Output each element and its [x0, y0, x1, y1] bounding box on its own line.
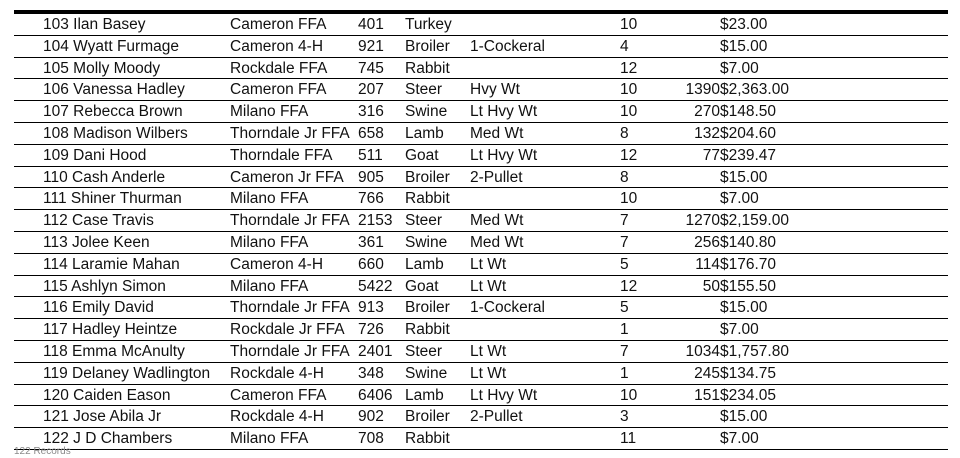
exhibitor-name: 120 Caiden Eason — [43, 386, 171, 404]
table-row — [14, 36, 948, 58]
table-row — [14, 167, 948, 189]
sale-price: $7.00 — [720, 190, 759, 208]
tag-number: 745 — [358, 59, 384, 77]
sale-price: $15.00 — [720, 299, 768, 317]
club-name: Milano FFA — [230, 277, 309, 295]
exhibitor-name: 109 Dani Hood — [43, 146, 147, 164]
weight-class: Lt Wt — [470, 364, 507, 382]
table-row — [14, 79, 948, 101]
club-name: Milano FFA — [230, 190, 309, 208]
placing: 8 — [620, 124, 629, 142]
placing: 8 — [620, 168, 629, 186]
sale-price: $7.00 — [720, 321, 759, 339]
placing: 5 — [620, 299, 629, 317]
species: Turkey — [405, 16, 452, 33]
table-row — [14, 123, 948, 145]
exhibitor-name: 119 Delaney Wadlington — [43, 364, 211, 382]
weight-value: 1390 — [685, 81, 720, 99]
placing: 10 — [620, 103, 638, 121]
table-row — [14, 145, 948, 167]
placing: 1 — [620, 364, 629, 382]
weight-class: Med Wt — [470, 212, 524, 230]
weight-class: 2-Pullet — [470, 408, 523, 426]
species: Lamb — [405, 255, 444, 273]
exhibitor-name: 110 Cash Anderle — [43, 168, 166, 186]
sale-price: $134.75 — [720, 364, 777, 382]
table-row — [14, 14, 948, 36]
club-name: Cameron FFA — [230, 16, 327, 33]
placing: 10 — [620, 386, 638, 404]
sale-price: $155.50 — [720, 277, 777, 295]
exhibitor-name: 122 J D Chambers — [43, 430, 173, 448]
exhibitor-name: 111 Shiner Thurman — [43, 190, 182, 208]
weight-value: 1034 — [685, 342, 720, 360]
table-row — [14, 341, 948, 363]
sale-price: $15.00 — [720, 37, 768, 55]
placing: 10 — [620, 16, 638, 33]
sale-price: $7.00 — [720, 430, 759, 448]
weight-class: Med Wt — [470, 124, 524, 142]
exhibitor-name: 113 Jolee Keen — [43, 233, 150, 251]
club-name: Rockdale 4-H — [230, 364, 324, 382]
table-row — [14, 276, 948, 298]
club-name: Thorndale Jr FFA — [230, 212, 350, 230]
tag-number: 6406 — [358, 386, 393, 404]
table-row — [14, 406, 948, 428]
table-row — [14, 58, 948, 80]
table-row — [14, 188, 948, 210]
species: Goat — [405, 277, 439, 295]
species: Broiler — [405, 408, 450, 426]
weight-class: Lt Hvy Wt — [470, 386, 538, 404]
species: Rabbit — [405, 430, 450, 448]
weight-value: 256 — [694, 233, 720, 251]
weight-class: 1-Cockeral — [470, 37, 545, 55]
club-name: Cameron Jr FFA — [230, 168, 344, 186]
species: Steer — [405, 342, 443, 360]
sale-price: $176.70 — [720, 255, 777, 273]
sale-price: $15.00 — [720, 408, 768, 426]
tag-number: 913 — [358, 299, 384, 317]
placing: 10 — [620, 190, 638, 208]
table-row — [14, 385, 948, 407]
weight-class: Lt Hvy Wt — [470, 146, 538, 164]
table-row — [14, 319, 948, 341]
club-name: Cameron FFA — [230, 386, 327, 404]
tag-number: 902 — [358, 408, 384, 426]
weight-class: Hvy Wt — [470, 81, 520, 99]
club-name: Milano FFA — [230, 430, 309, 448]
sale-price: $2,363.00 — [720, 81, 789, 99]
table-row — [14, 428, 948, 450]
weight-class: Lt Wt — [470, 342, 507, 360]
tag-number: 2401 — [358, 342, 393, 360]
species: Swine — [405, 233, 448, 251]
species: Rabbit — [405, 190, 450, 208]
species: Rabbit — [405, 321, 450, 339]
weight-value: 1270 — [685, 212, 720, 230]
exhibitor-name: 118 Emma McAnulty — [43, 342, 185, 360]
table-row — [14, 101, 948, 123]
tag-number: 921 — [358, 37, 384, 55]
exhibitor-name: 105 Molly Moody — [43, 59, 161, 77]
club-name: Milano FFA — [230, 233, 309, 251]
exhibitor-name: 116 Emily David — [43, 299, 154, 317]
weight-value: 270 — [694, 103, 720, 121]
club-name: Rockdale 4-H — [230, 408, 324, 426]
table-row — [14, 363, 948, 385]
table-row — [14, 210, 948, 232]
placing: 7 — [620, 233, 629, 251]
club-name: Thorndale Jr FFA — [230, 299, 350, 317]
species: Broiler — [405, 299, 450, 317]
placing: 12 — [620, 59, 638, 77]
weight-class: Lt Wt — [470, 255, 507, 273]
club-name: Cameron 4-H — [230, 255, 324, 273]
weight-class: Lt Hvy Wt — [470, 103, 538, 121]
tag-number: 726 — [358, 321, 384, 339]
tag-number: 401 — [358, 16, 384, 33]
tag-number: 905 — [358, 168, 384, 186]
sale-price: $148.50 — [720, 103, 777, 121]
sale-price: $7.00 — [720, 59, 759, 77]
weight-value: 245 — [694, 364, 720, 382]
club-name: Rockdale Jr FFA — [230, 321, 345, 339]
tag-number: 766 — [358, 190, 384, 208]
sale-price: $23.00 — [720, 16, 768, 33]
exhibitor-name: 104 Wyatt Furmage — [43, 37, 179, 55]
club-name: Rockdale FFA — [230, 59, 328, 77]
sale-price: $239.47 — [720, 146, 777, 164]
tag-number: 658 — [358, 124, 384, 142]
species: Lamb — [405, 386, 444, 404]
tag-number: 207 — [358, 81, 384, 99]
weight-class: Med Wt — [470, 233, 524, 251]
species: Swine — [405, 364, 448, 382]
tag-number: 316 — [358, 103, 384, 121]
tag-number: 708 — [358, 430, 384, 448]
exhibitor-name: 115 Ashlyn Simon — [43, 277, 166, 295]
species: Broiler — [405, 168, 450, 186]
exhibitor-name: 107 Rebecca Brown — [43, 103, 183, 121]
tag-number: 511 — [358, 146, 383, 164]
club-name: Cameron 4-H — [230, 37, 324, 55]
placing: 7 — [620, 212, 629, 230]
tag-number: 361 — [358, 233, 384, 251]
weight-value: 114 — [695, 255, 720, 273]
exhibitor-name: 121 Jose Abila Jr — [43, 408, 162, 426]
table-row — [14, 232, 948, 254]
weight-class: 2-Pullet — [470, 168, 523, 186]
club-name: Thorndale FFA — [230, 146, 333, 164]
club-name: Cameron FFA — [230, 81, 327, 99]
species: Swine — [405, 103, 448, 121]
tag-number: 660 — [358, 255, 384, 273]
table-row — [14, 297, 948, 319]
species: Broiler — [405, 37, 450, 55]
placing: 5 — [620, 255, 629, 273]
placing: 4 — [620, 37, 629, 55]
table-row — [14, 254, 948, 276]
sale-price: $15.00 — [720, 168, 768, 186]
weight-class: Lt Wt — [470, 277, 507, 295]
weight-value: 77 — [702, 146, 720, 164]
placing: 7 — [620, 342, 629, 360]
sale-price: $204.60 — [720, 124, 777, 142]
species: Goat — [405, 146, 439, 164]
exhibitor-name: 114 Laramie Mahan — [43, 255, 180, 273]
weight-value: 50 — [702, 277, 720, 295]
results-table — [14, 14, 948, 450]
species: Rabbit — [405, 59, 450, 77]
sale-price: $140.80 — [720, 233, 777, 251]
species: Steer — [405, 212, 443, 230]
placing: 10 — [620, 81, 638, 99]
exhibitor-name: 103 Ilan Basey — [43, 16, 146, 33]
sale-price: $1,757.80 — [720, 342, 789, 360]
club-name: Thorndale Jr FFA — [230, 124, 350, 142]
species: Steer — [405, 81, 443, 99]
weight-value: 132 — [694, 124, 720, 142]
sale-price: $2,159.00 — [720, 212, 789, 230]
placing: 12 — [620, 146, 638, 164]
placing: 1 — [620, 321, 629, 339]
weight-value: 151 — [694, 386, 720, 404]
tag-number: 348 — [358, 364, 384, 382]
weight-class: 1-Cockeral — [470, 299, 545, 317]
placing: 11 — [620, 430, 637, 448]
club-name: Thorndale Jr FFA — [230, 342, 350, 360]
tag-number: 2153 — [358, 212, 393, 230]
placing: 3 — [620, 408, 629, 426]
record-count: 122 Records — [14, 446, 71, 457]
sale-price: $234.05 — [720, 386, 777, 404]
tag-number: 5422 — [358, 277, 393, 295]
exhibitor-name: 117 Hadley Heintze — [43, 321, 178, 339]
exhibitor-name: 106 Vanessa Hadley — [43, 81, 185, 99]
exhibitor-name: 112 Case Travis — [43, 212, 154, 230]
club-name: Milano FFA — [230, 103, 309, 121]
placing: 12 — [620, 277, 638, 295]
exhibitor-name: 108 Madison Wilbers — [43, 124, 188, 142]
species: Lamb — [405, 124, 444, 142]
